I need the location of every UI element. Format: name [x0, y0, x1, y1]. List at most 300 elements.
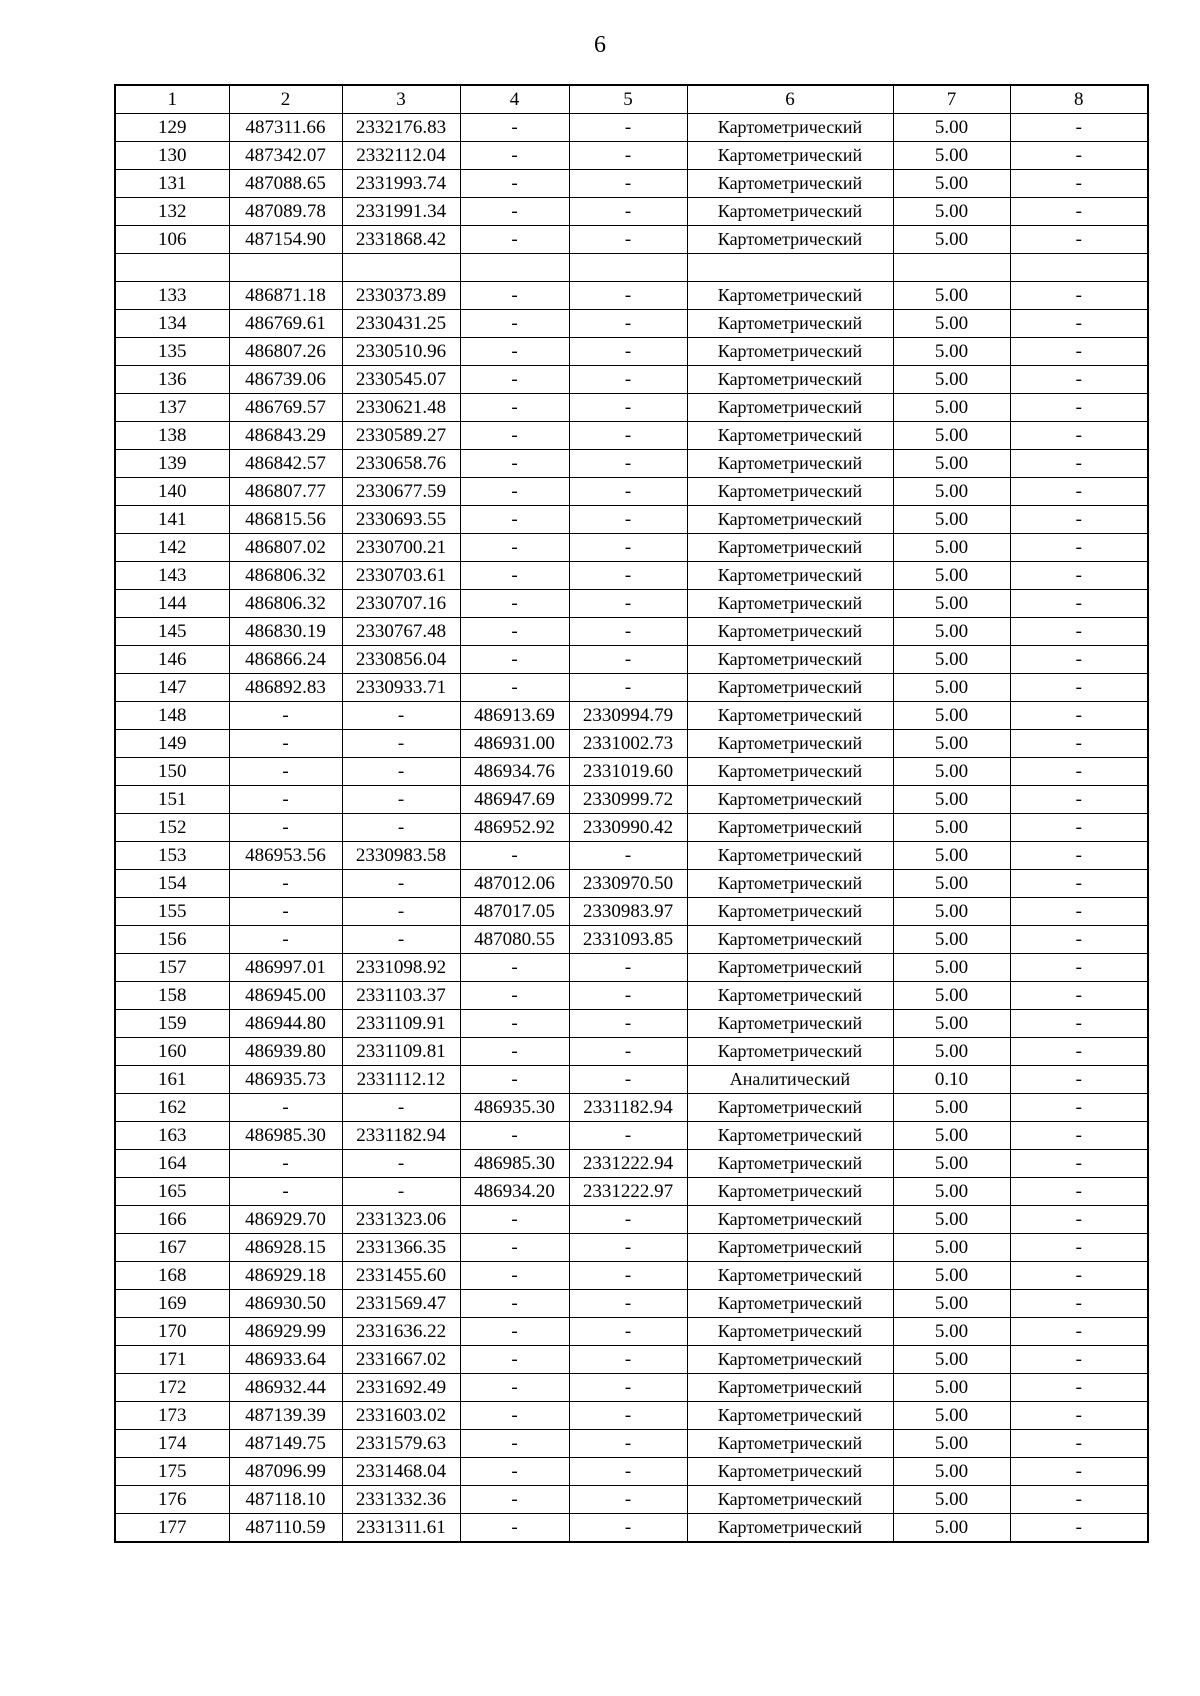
- table-cell: 140: [115, 478, 229, 506]
- table-cell: -: [1010, 114, 1148, 142]
- table-row: [115, 1458, 1148, 1486]
- table-cell: 2331182.94: [569, 1094, 687, 1122]
- table-cell: [1010, 254, 1148, 282]
- table-cell: 157: [115, 954, 229, 982]
- table-cell: -: [569, 674, 687, 702]
- table-cell: -: [569, 1066, 687, 1094]
- table-cell: -: [342, 702, 460, 730]
- table-cell: Картометрический: [687, 310, 893, 338]
- table-cell: -: [460, 450, 569, 478]
- table-cell: 5.00: [893, 1514, 1010, 1543]
- table-cell: -: [569, 338, 687, 366]
- table-cell: Картометрический: [687, 478, 893, 506]
- table-cell: -: [569, 1010, 687, 1038]
- table-cell: 486929.18: [229, 1262, 342, 1290]
- table-cell: -: [569, 646, 687, 674]
- table-row: [115, 226, 1148, 254]
- table-cell: -: [1010, 1066, 1148, 1094]
- table-cell: -: [1010, 170, 1148, 198]
- table-cell: -: [1010, 394, 1148, 422]
- table-cell: 5.00: [893, 1234, 1010, 1262]
- table-cell: 486934.20: [460, 1178, 569, 1206]
- table-cell: -: [229, 814, 342, 842]
- table-cell: 5.00: [893, 1486, 1010, 1514]
- table-cell: 2331993.74: [342, 170, 460, 198]
- table-cell: -: [1010, 646, 1148, 674]
- table-cell: 486944.80: [229, 1010, 342, 1038]
- table-cell: 2331222.97: [569, 1178, 687, 1206]
- table-cell: -: [460, 674, 569, 702]
- table-cell: -: [460, 478, 569, 506]
- table-cell: 2330589.27: [342, 422, 460, 450]
- table-cell: -: [1010, 730, 1148, 758]
- table-cell: Картометрический: [687, 1010, 893, 1038]
- table-row: [115, 954, 1148, 982]
- table-cell: 2330431.25: [342, 310, 460, 338]
- table-cell: -: [1010, 786, 1148, 814]
- table-cell: Картометрический: [687, 1262, 893, 1290]
- table-row: [115, 1150, 1148, 1178]
- table-cell: 166: [115, 1206, 229, 1234]
- table-row: [115, 758, 1148, 786]
- table-cell: -: [342, 1150, 460, 1178]
- table-cell: -: [460, 1430, 569, 1458]
- table-cell: 2330990.42: [569, 814, 687, 842]
- table-cell: 487118.10: [229, 1486, 342, 1514]
- table-cell: Картометрический: [687, 1374, 893, 1402]
- table-row: [115, 366, 1148, 394]
- table-cell: 486807.77: [229, 478, 342, 506]
- table-cell: -: [460, 142, 569, 170]
- table-row: [115, 1262, 1148, 1290]
- table-cell: 5.00: [893, 1150, 1010, 1178]
- table-cell: -: [229, 786, 342, 814]
- table-cell: 2331868.42: [342, 226, 460, 254]
- table-row: [115, 1206, 1148, 1234]
- table-row: [115, 1178, 1148, 1206]
- table-cell: -: [460, 1010, 569, 1038]
- table-cell: 486807.02: [229, 534, 342, 562]
- table-cell: 2331182.94: [342, 1122, 460, 1150]
- table-cell: 487311.66: [229, 114, 342, 142]
- table-cell: Картометрический: [687, 702, 893, 730]
- table-cell: -: [460, 338, 569, 366]
- table-row: [115, 1038, 1148, 1066]
- table-cell: 486806.32: [229, 562, 342, 590]
- table-cell: -: [569, 562, 687, 590]
- table-cell: Картометрический: [687, 954, 893, 982]
- table-row: [115, 982, 1148, 1010]
- table-cell: Картометрический: [687, 982, 893, 1010]
- table-cell: -: [460, 422, 569, 450]
- table-cell: 5.00: [893, 142, 1010, 170]
- table-row: [115, 1402, 1148, 1430]
- table-cell: -: [342, 786, 460, 814]
- table-cell: 2330677.59: [342, 478, 460, 506]
- table-cell: 141: [115, 506, 229, 534]
- table-cell: -: [460, 1290, 569, 1318]
- table-cell: 2331636.22: [342, 1318, 460, 1346]
- table-cell: 5.00: [893, 1262, 1010, 1290]
- table-row: [115, 1010, 1148, 1038]
- table-cell: 5.00: [893, 1318, 1010, 1346]
- table-cell: 168: [115, 1262, 229, 1290]
- table-cell: -: [569, 1458, 687, 1486]
- table-cell: -: [1010, 1038, 1148, 1066]
- table-cell: Картометрический: [687, 1318, 893, 1346]
- table-cell: 144: [115, 590, 229, 618]
- table-cell: 155: [115, 898, 229, 926]
- table-cell: Картометрический: [687, 1458, 893, 1486]
- table-cell: 2331991.34: [342, 198, 460, 226]
- table-cell: 487012.06: [460, 870, 569, 898]
- table-cell: 486842.57: [229, 450, 342, 478]
- table-cell: 5.00: [893, 1346, 1010, 1374]
- table-cell: 165: [115, 1178, 229, 1206]
- table-cell: 5.00: [893, 898, 1010, 926]
- table-cell: 5.00: [893, 926, 1010, 954]
- table-cell: -: [569, 1122, 687, 1150]
- table-cell: 150: [115, 758, 229, 786]
- table-cell: 2330373.89: [342, 282, 460, 310]
- table-cell: 486952.92: [460, 814, 569, 842]
- table-cell: -: [569, 422, 687, 450]
- table-cell: 486935.73: [229, 1066, 342, 1094]
- table-cell: -: [1010, 982, 1148, 1010]
- table-cell: -: [1010, 870, 1148, 898]
- table-cell: 5.00: [893, 1206, 1010, 1234]
- coordinates-table: [114, 84, 1149, 1543]
- table-cell: Картометрический: [687, 1290, 893, 1318]
- table-cell: 5.00: [893, 226, 1010, 254]
- table-cell: 486769.57: [229, 394, 342, 422]
- table-cell: -: [460, 1346, 569, 1374]
- table-cell: Картометрический: [687, 646, 893, 674]
- table-row: [115, 338, 1148, 366]
- table-cell: 5.00: [893, 618, 1010, 646]
- table-cell: 172: [115, 1374, 229, 1402]
- column-header: 7: [893, 85, 1010, 114]
- table-cell: 154: [115, 870, 229, 898]
- table-cell: -: [569, 366, 687, 394]
- table-cell: -: [1010, 758, 1148, 786]
- table-cell: 132: [115, 198, 229, 226]
- table-cell: [687, 254, 893, 282]
- table-cell: Картометрический: [687, 142, 893, 170]
- table-cell: 2330983.58: [342, 842, 460, 870]
- table-cell: 2330970.50: [569, 870, 687, 898]
- column-header: 2: [229, 85, 342, 114]
- table-cell: 129: [115, 114, 229, 142]
- table-cell: -: [1010, 338, 1148, 366]
- table-cell: -: [342, 1178, 460, 1206]
- table-cell: 486830.19: [229, 618, 342, 646]
- table-cell: 5.00: [893, 198, 1010, 226]
- table-cell: -: [1010, 1486, 1148, 1514]
- table-cell: -: [460, 842, 569, 870]
- table-cell: -: [460, 1038, 569, 1066]
- table-cell: -: [1010, 1318, 1148, 1346]
- table-cell: -: [569, 1038, 687, 1066]
- table-cell: 137: [115, 394, 229, 422]
- table-cell: [569, 254, 687, 282]
- table-cell: 2331002.73: [569, 730, 687, 758]
- table-cell: 139: [115, 450, 229, 478]
- table-cell: -: [1010, 1514, 1148, 1543]
- table-cell: 2331332.36: [342, 1486, 460, 1514]
- table-row: [115, 394, 1148, 422]
- table-cell: 152: [115, 814, 229, 842]
- table-cell: -: [1010, 198, 1148, 226]
- table-cell: 171: [115, 1346, 229, 1374]
- table-row: [115, 422, 1148, 450]
- table-cell: 5.00: [893, 786, 1010, 814]
- table-cell: -: [1010, 450, 1148, 478]
- table-cell: Картометрический: [687, 226, 893, 254]
- table-cell: -: [1010, 898, 1148, 926]
- table-row: [115, 1318, 1148, 1346]
- table-cell: -: [460, 226, 569, 254]
- table-cell: 2331667.02: [342, 1346, 460, 1374]
- table-cell: 135: [115, 338, 229, 366]
- table-cell: 5.00: [893, 730, 1010, 758]
- table-cell: -: [569, 1430, 687, 1458]
- table-cell: -: [569, 282, 687, 310]
- table-cell: Картометрический: [687, 422, 893, 450]
- table-cell: Картометрический: [687, 170, 893, 198]
- table-cell: -: [460, 534, 569, 562]
- table-cell: 133: [115, 282, 229, 310]
- table-cell: Картометрический: [687, 842, 893, 870]
- table-cell: -: [1010, 1178, 1148, 1206]
- table-row: [115, 282, 1148, 310]
- table-cell: 136: [115, 366, 229, 394]
- table-cell: 486985.30: [229, 1122, 342, 1150]
- table-cell: Картометрический: [687, 590, 893, 618]
- table-cell: 5.00: [893, 534, 1010, 562]
- table-row: [115, 786, 1148, 814]
- table-row: [115, 1346, 1148, 1374]
- table-cell: 5.00: [893, 758, 1010, 786]
- table-row: [115, 1430, 1148, 1458]
- table-cell: -: [569, 590, 687, 618]
- table-cell: 2331468.04: [342, 1458, 460, 1486]
- table-cell: Картометрический: [687, 366, 893, 394]
- table-cell: 2330707.16: [342, 590, 460, 618]
- table-cell: -: [569, 842, 687, 870]
- table-cell: -: [1010, 422, 1148, 450]
- table-cell: 486913.69: [460, 702, 569, 730]
- table-cell: [460, 254, 569, 282]
- table-row: [115, 1290, 1148, 1318]
- table-cell: 486934.76: [460, 758, 569, 786]
- table-cell: 170: [115, 1318, 229, 1346]
- table-cell: 2331455.60: [342, 1262, 460, 1290]
- table-cell: -: [460, 1458, 569, 1486]
- table-cell: -: [460, 394, 569, 422]
- table-cell: -: [1010, 506, 1148, 534]
- table-row: [115, 310, 1148, 338]
- table-cell: 2331366.35: [342, 1234, 460, 1262]
- table-cell: 149: [115, 730, 229, 758]
- table-cell: -: [460, 562, 569, 590]
- table-row: [115, 814, 1148, 842]
- table-cell: Картометрический: [687, 730, 893, 758]
- column-header: 5: [569, 85, 687, 114]
- table-cell: -: [229, 870, 342, 898]
- table-cell: -: [229, 898, 342, 926]
- table-cell: -: [460, 1066, 569, 1094]
- table-cell: -: [1010, 590, 1148, 618]
- table-cell: -: [1010, 1374, 1148, 1402]
- table-cell: Картометрический: [687, 338, 893, 366]
- table-cell: Картометрический: [687, 1346, 893, 1374]
- table-cell: -: [569, 1318, 687, 1346]
- table-cell: Картометрический: [687, 534, 893, 562]
- table-cell: 131: [115, 170, 229, 198]
- table-cell: 486929.70: [229, 1206, 342, 1234]
- table-cell: -: [569, 142, 687, 170]
- table-cell: -: [1010, 226, 1148, 254]
- table-cell: -: [342, 730, 460, 758]
- table-cell: 2330658.76: [342, 450, 460, 478]
- table-cell: 486985.30: [460, 1150, 569, 1178]
- table-cell: 2330933.71: [342, 674, 460, 702]
- table-cell: -: [460, 198, 569, 226]
- table-cell: 2331103.37: [342, 982, 460, 1010]
- table-cell: 2330621.48: [342, 394, 460, 422]
- table-cell: 173: [115, 1402, 229, 1430]
- table-cell: 2331019.60: [569, 758, 687, 786]
- table-cell: 5.00: [893, 338, 1010, 366]
- table-cell: 2330994.79: [569, 702, 687, 730]
- table-cell: 487139.39: [229, 1402, 342, 1430]
- table-cell: 487110.59: [229, 1514, 342, 1543]
- table-cell: 5.00: [893, 310, 1010, 338]
- table-cell: -: [460, 1206, 569, 1234]
- table-cell: [342, 254, 460, 282]
- table-cell: 5.00: [893, 394, 1010, 422]
- column-header: 1: [115, 85, 229, 114]
- table-cell: -: [1010, 310, 1148, 338]
- table-cell: 175: [115, 1458, 229, 1486]
- table-cell: 2331093.85: [569, 926, 687, 954]
- table-cell: -: [460, 310, 569, 338]
- table-cell: 5.00: [893, 814, 1010, 842]
- table-cell: -: [460, 506, 569, 534]
- table-cell: -: [569, 1262, 687, 1290]
- table-cell: 5.00: [893, 1458, 1010, 1486]
- table-cell: Картометрический: [687, 1402, 893, 1430]
- table-cell: -: [229, 758, 342, 786]
- table-row: [115, 842, 1148, 870]
- table-cell: 5.00: [893, 1010, 1010, 1038]
- table-cell: 486939.80: [229, 1038, 342, 1066]
- table-cell: 486997.01: [229, 954, 342, 982]
- table-cell: 486871.18: [229, 282, 342, 310]
- table-cell: 487342.07: [229, 142, 342, 170]
- table-cell: Картометрический: [687, 114, 893, 142]
- table-cell: -: [569, 534, 687, 562]
- table-cell: -: [229, 702, 342, 730]
- table-cell: Картометрический: [687, 1094, 893, 1122]
- table-cell: -: [569, 450, 687, 478]
- table-cell: Картометрический: [687, 1514, 893, 1543]
- table-row: [115, 926, 1148, 954]
- table-cell: 486806.32: [229, 590, 342, 618]
- table-cell: -: [460, 982, 569, 1010]
- table-cell: 145: [115, 618, 229, 646]
- table-cell: 5.00: [893, 870, 1010, 898]
- table-cell: 486945.00: [229, 982, 342, 1010]
- table-cell: 130: [115, 142, 229, 170]
- table-row: [115, 506, 1148, 534]
- table-cell: [893, 254, 1010, 282]
- table-cell: 2332176.83: [342, 114, 460, 142]
- table-cell: Картометрический: [687, 1430, 893, 1458]
- table-row: [115, 870, 1148, 898]
- table-cell: 162: [115, 1094, 229, 1122]
- table-cell: -: [342, 870, 460, 898]
- table-cell: -: [569, 310, 687, 338]
- table-cell: 5.00: [893, 1038, 1010, 1066]
- table-cell: 487089.78: [229, 198, 342, 226]
- table-cell: 5.00: [893, 1122, 1010, 1150]
- table-cell: -: [229, 1178, 342, 1206]
- table-cell: 158: [115, 982, 229, 1010]
- table-cell: 487088.65: [229, 170, 342, 198]
- page-number: 6: [594, 32, 606, 58]
- table-cell: -: [460, 590, 569, 618]
- table-cell: 5.00: [893, 1290, 1010, 1318]
- table-cell: 153: [115, 842, 229, 870]
- table-cell: -: [342, 1094, 460, 1122]
- table-cell: 148: [115, 702, 229, 730]
- table-cell: -: [1010, 618, 1148, 646]
- table-cell: -: [460, 1402, 569, 1430]
- table-cell: 5.00: [893, 842, 1010, 870]
- table-cell: Картометрический: [687, 562, 893, 590]
- table-cell: -: [569, 114, 687, 142]
- table-cell: Картометрический: [687, 926, 893, 954]
- table-cell: -: [460, 366, 569, 394]
- table-cell: 5.00: [893, 366, 1010, 394]
- table-cell: 161: [115, 1066, 229, 1094]
- table-cell: -: [460, 1234, 569, 1262]
- table-cell: 5.00: [893, 478, 1010, 506]
- table-cell: -: [1010, 674, 1148, 702]
- table-cell: -: [569, 1206, 687, 1234]
- table-row: [115, 198, 1148, 226]
- table-cell: 2330510.96: [342, 338, 460, 366]
- table-cell: -: [1010, 954, 1148, 982]
- table-cell: 2330545.07: [342, 366, 460, 394]
- table-cell: 5.00: [893, 562, 1010, 590]
- table-cell: Картометрический: [687, 1150, 893, 1178]
- table-cell: -: [342, 926, 460, 954]
- table-cell: 0.10: [893, 1066, 1010, 1094]
- table-cell: -: [1010, 814, 1148, 842]
- table-cell: 487149.75: [229, 1430, 342, 1458]
- table-cell: 2330856.04: [342, 646, 460, 674]
- table-cell: -: [1010, 142, 1148, 170]
- table-cell: 486947.69: [460, 786, 569, 814]
- table-cell: -: [460, 1318, 569, 1346]
- table-cell: Картометрический: [687, 1486, 893, 1514]
- table-cell: Картометрический: [687, 282, 893, 310]
- table-cell: -: [569, 982, 687, 1010]
- table-cell: 486935.30: [460, 1094, 569, 1122]
